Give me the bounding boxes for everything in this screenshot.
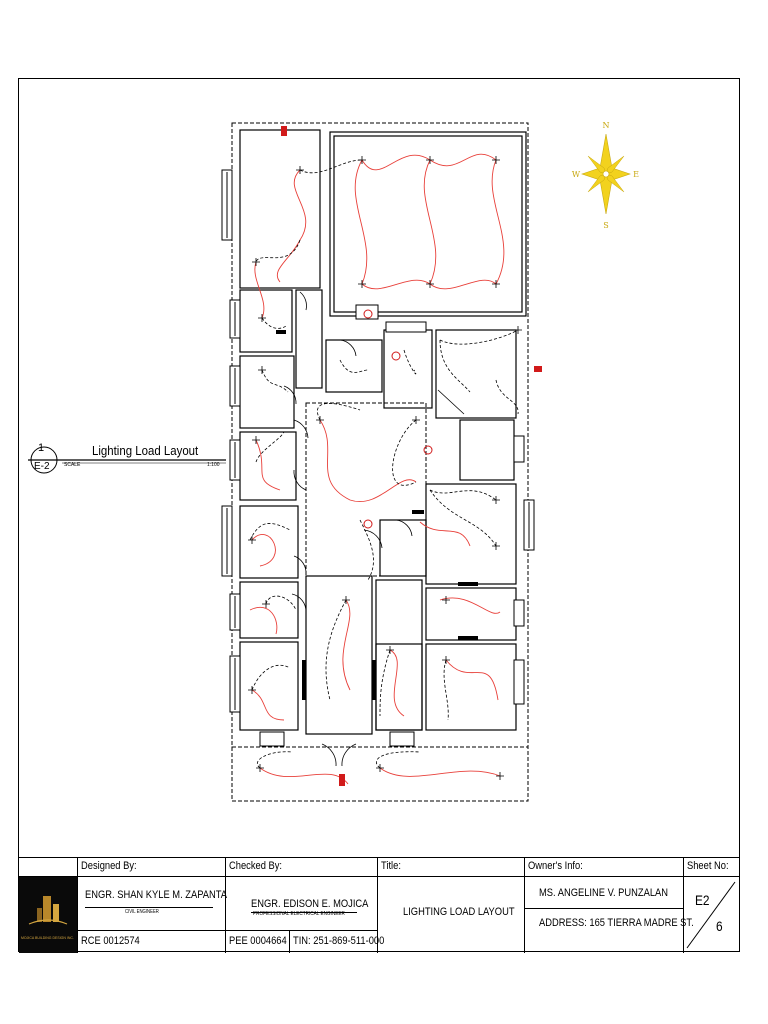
company-logo (19, 876, 77, 953)
detail-number: 1 (38, 442, 45, 454)
wiring-curves (250, 154, 504, 784)
owner-label: Owner's Info: (528, 860, 583, 872)
checker-name: ENGR. EDISON E. MOJICA (251, 898, 369, 910)
switch-legs (250, 160, 518, 768)
compass-icon (572, 121, 639, 230)
compass-e: E (633, 170, 639, 179)
checker-tin: TIN: 251-869-511-000 (293, 935, 385, 947)
light-fixtures (248, 156, 522, 780)
title-label: Title: (381, 860, 401, 872)
panel-fixtures (276, 126, 542, 786)
detail-title: Lighting Load Layout (92, 443, 199, 458)
checked-by-label: Checked By: (229, 860, 283, 872)
logo-text: MOJICA BUILDING DESIGN INC. (21, 936, 74, 940)
owner-address: ADDRESS: 165 TIERRA MADRE ST. (539, 917, 694, 929)
compass-n: N (602, 121, 610, 130)
owner-name: MS. ANGELINE V. PUNZALAN (539, 887, 669, 899)
sheet-label: Sheet No: (687, 860, 729, 872)
sheet-divider (683, 876, 740, 953)
sheet-total: 6 (716, 918, 723, 934)
designer-name: ENGR. SHAN KYLE M. ZAPANTA (85, 889, 228, 901)
designer-license: RCE 0012574 (81, 935, 140, 947)
title-value: LIGHTING LOAD LAYOUT (403, 906, 515, 918)
windows (222, 170, 534, 746)
checker-role: PROFESSIONAL ELECTRICAL ENGINEER (253, 911, 345, 917)
scale-label: SCALE (64, 462, 81, 468)
sheet-code: E2 (695, 892, 710, 908)
designer-role: CIVIL ENGINEER (125, 909, 159, 915)
walls (240, 130, 526, 734)
compass-w: W (571, 170, 581, 179)
checker-license: PEE 0004664 (229, 935, 287, 947)
title-block (19, 857, 740, 953)
compass-s: S (603, 221, 609, 230)
detail-sheet-ref: E-2 (34, 461, 50, 472)
designed-by-label: Designed By: (81, 860, 137, 872)
scale-value: 1:100 (207, 462, 220, 468)
